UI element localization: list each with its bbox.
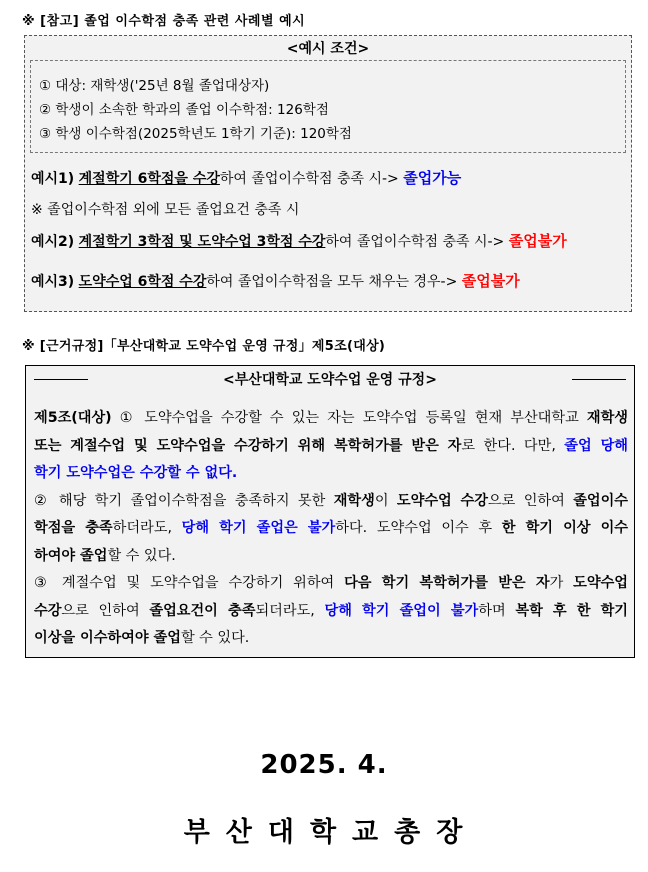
example-label: 예시1) [31,171,75,187]
regulation-title: <부산대학교 도약수업 운영 규정> [223,372,437,388]
example-text: 하여 졸업이수학점 충족 시-> [219,171,399,187]
article-5-text [34,405,628,653]
example-text: 하여 졸업이수학점을 모두 채우는 경우-> [206,274,458,290]
article-line [34,515,628,543]
article-line [34,598,628,626]
conditions-list [30,60,626,153]
bold-text: 학점을 충족 [34,520,113,536]
bold-text: 재학생 [586,410,628,426]
article-line [34,460,628,488]
bold-text: 다음 학기 복학허가를 받은 자 [344,575,550,591]
example-3 [31,270,520,291]
example-result: 졸업가능 [403,169,462,187]
bold-text: 복학 후 한 학기 [515,602,628,619]
article-text: 으로 인하여 [61,602,150,619]
article-text: 가 [549,575,574,591]
article-text: ① 도약수업을 수강할 수 있는 자는 도약수업 등록일 현재 부산대학교 [111,410,587,426]
bold-text: 이상을 이수하여야 졸업 [34,630,181,646]
article-line [34,625,628,653]
issue-date: 2025. 4. [260,750,388,780]
bold-text: 도약수업 수강 [396,492,488,509]
example-condition: 도약수업 6학점 수강 [78,274,207,290]
example-result: 졸업불가 [461,272,520,290]
article-text: 이 [374,492,397,509]
regulation-reference-heading: ※ [근거규정]「부산대학교 도약수업 운영 규정」제5조(대상) [22,339,386,354]
condition-item: ① 대상: 재학생('25년 8월 졸업대상자) [39,78,270,94]
article-text: 로 한다. 다만, [461,437,565,454]
article-line [34,488,628,516]
example-condition: 계절학기 3학점 및 도약수업 3학점 수강 [78,234,326,250]
bold-text: 또는 계절수업 및 도약수업을 수강하기 위해 복학허가를 받은 자 [34,437,462,454]
emphasis-text: 당해 학기 졸업은 불가 [181,520,336,536]
bold-text: 재학생 [333,492,375,509]
bold-text: 도약수업 [573,575,628,591]
emphasis-text: 졸업 당해 [564,437,628,454]
bold-text: 제5조(대상) [34,410,112,426]
article-text: 하며 [478,602,516,619]
example-label: 예시2) [31,234,75,250]
example-box-title: <예시 조건> [286,41,370,57]
article-text: 할 수 있다. [180,630,250,646]
university-president-signature: 부산대학교총장 [183,817,479,848]
article-line [34,405,628,433]
article-text: 으로 인하여 [487,492,574,509]
example-1 [31,167,461,188]
regulation-box [25,365,635,658]
emphasis-text: 학기 도약수업은 수강할 수 없다. [34,465,238,481]
bold-text: 수강 [34,602,62,619]
article-line [34,543,628,571]
article-text: 할 수 있다. [107,547,176,564]
article-text: ③ 계절수업 및 도약수업을 수강하기 위하여 [34,575,345,591]
bold-text: 졸업이수 [573,492,629,509]
example-conditions-box [24,35,632,312]
article-text: 하다. 도약수업 이수 후 [335,520,502,536]
bold-text: 졸업요건이 충족 [149,602,256,619]
example-1-note: ※ 졸업이수학점 외에 모든 졸업요건 충족 시 [31,202,300,218]
example-2 [31,230,567,251]
article-text: 되더라도, [255,602,325,619]
condition-item: ③ 학생 이수학점(2025학년도 1학기 기준): 120학점 [39,126,352,142]
article-line [34,433,628,461]
example-label: 예시3) [31,274,75,290]
example-result: 졸업불가 [508,232,567,250]
condition-item: ② 학생이 소속한 학과의 졸업 이수학점: 126학점 [39,102,329,118]
article-text: 하더라도, [112,520,182,536]
reference-note-heading: ※ [참고] 졸업 이수학점 충족 관련 사례별 예시 [22,14,306,29]
bold-text: 한 학기 이상 이수 [501,520,628,536]
bold-text: 하여야 졸업 [34,547,108,564]
emphasis-text: 당해 학기 졸업이 불가 [324,602,479,619]
example-condition: 계절학기 6학점을 수강 [78,171,220,187]
article-text: ② 해당 학기 졸업이수학점을 충족하지 못한 [34,492,334,509]
article-line [34,570,628,598]
example-text: 하여 졸업이수학점 충족 시-> [325,234,505,250]
